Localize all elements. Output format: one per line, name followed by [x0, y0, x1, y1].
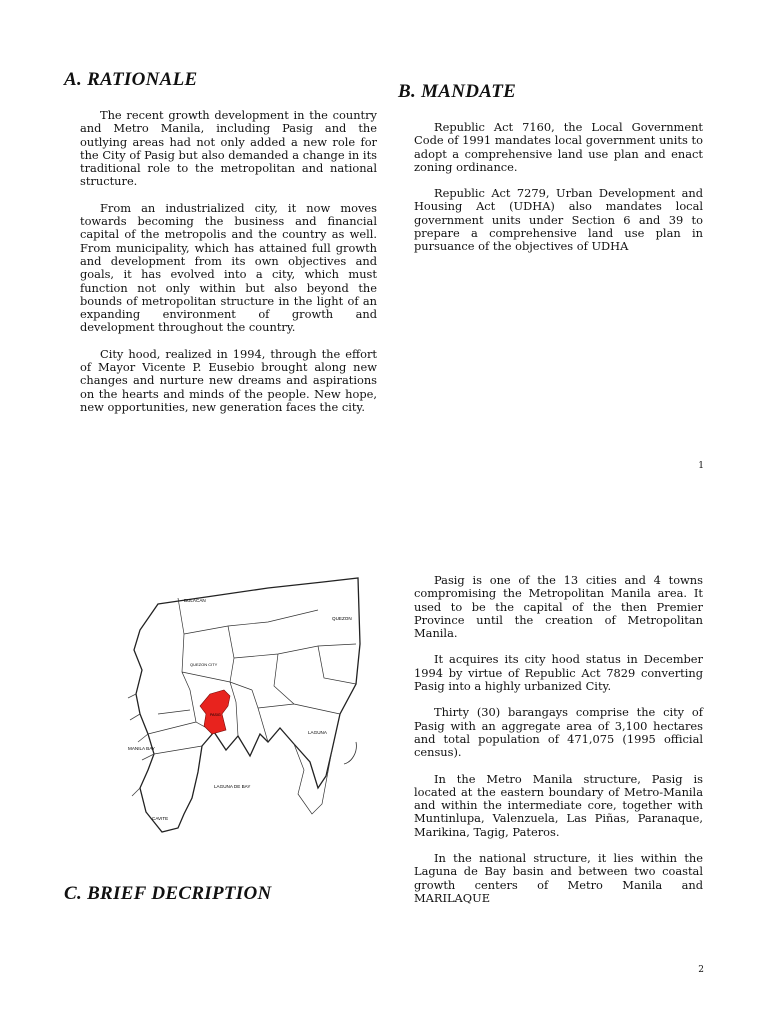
rationale-paragraph: The recent growth development in the country and Metro Manila, including Pasig and the outlying areas had not only added a new role for the City of Pasig but also demanded a change in its traditional role to the metropolitan and national structure. [80, 108, 377, 189]
metro-manila-map [118, 574, 368, 836]
mandate-paragraph: Republic Act 7279, Urban Development and Housing Act (UDHA) also mandates local government units under Section 6 and 39 to prepare a comprehensive land use plan in pursuance of the objectives of UDHA [414, 186, 703, 254]
brief-paragraph: Thirty (30) barangays comprise the city of Pasig with an aggregate area of 3,100 hectares and total population of 471,075 (1995 official census). [414, 705, 703, 760]
brief-description-heading: C. BRIEF DECRIPTION [64, 883, 272, 904]
brief-paragraph: In the Metro Manila structure, Pasig is located at the eastern boundary of Metro-Manila and within the intermediate core, together with Muntinlupa, Valenzuela, Las Piñas, Paranaque, Marikina, Tagig, Pateros. [414, 771, 703, 839]
label-laguna-de-bay: LAGUNA DE BAY [214, 784, 251, 789]
label-bulacan: BULACAN [184, 598, 206, 603]
label-quezon-city: QUEZON CITY [190, 662, 218, 667]
brief-paragraph: It acquires its city hood status in December 1994 by virtue of Republic Act 7829 converting Pasig into a highly urbanized City. [414, 652, 703, 694]
rationale-body [80, 109, 377, 427]
mandate-heading: B. MANDATE [398, 81, 517, 102]
laguna-shore [344, 742, 356, 764]
rationale-heading: A. RATIONALE [64, 69, 198, 90]
metro-manila-outline [134, 578, 360, 832]
brief-paragraph: In the national structure, it lies within the Laguna de Bay basin and between two coastal growth centers of Metro Manila and MARILAQUE [414, 851, 703, 905]
label-manila-bay: MANILA BAY [128, 746, 155, 751]
page-number: 2 [698, 965, 704, 975]
rationale-paragraph: From an industrialized city, it now moves towards becoming the business and financial capital of the metropolis and the country as well. From municipality, which has attained full growth and development from its own objectives and goals, it has evolved into a city, which must function not only within but also beyond the bounds of metropolitan structure in the light of an expanding environment of growth and development throughout the country. [80, 200, 377, 335]
brief-description-body [414, 574, 703, 918]
page-number: 1 [698, 461, 704, 471]
brief-paragraph: Pasig is one of the 13 cities and 4 towns compromising the Metropolitan Manila area. It used to be the capital of the then Premier Province until the creation of Metropolitan Manila. [414, 573, 703, 641]
label-quezon: QUEZON [332, 616, 352, 621]
mandate-body [414, 121, 703, 267]
mandate-paragraph: Republic Act 7160, the Local Government Code of 1991 mandates local government units to adopt a comprehensive land use plan and enact zoning ordinance. [414, 120, 703, 174]
rationale-paragraph: City hood, realized in 1994, through the effort of Mayor Vicente P. Eusebio brought along new changes and nurture new dreams and aspirations on the hearts and minds of the people. New hope, new opportunities, new generation faces the city. [80, 346, 377, 414]
label-laguna: LAGUNA [308, 730, 327, 735]
label-pasig: PASIG [210, 713, 221, 717]
label-cavite: CAVITE [152, 816, 169, 821]
